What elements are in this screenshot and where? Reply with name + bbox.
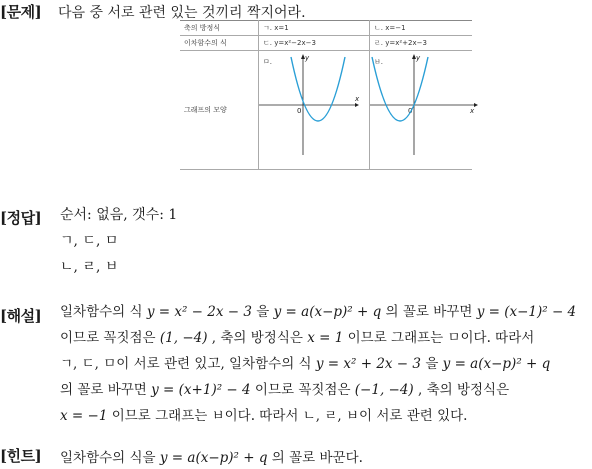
origin-label: 0 — [408, 107, 413, 115]
question-label: [문제] — [0, 3, 42, 21]
origin-label: 0 — [297, 107, 302, 115]
graph-1 — [259, 51, 369, 169]
graph-2-label: ㅂ. — [374, 58, 383, 66]
answer-line-2: ㄱ, ㄷ, ㅁ — [60, 233, 119, 249]
cell-axis-1: ㄱ. x=1 — [259, 21, 370, 36]
x-axis-label: x — [470, 107, 475, 115]
row-header-graph: 그래프의 모양 — [180, 51, 259, 170]
explanation-body — [60, 299, 576, 429]
row-header-axis: 축의 방정식 — [180, 21, 259, 36]
row-header-function: 이차함수의 식 — [180, 36, 259, 51]
graph-1-label: ㅁ. — [263, 58, 272, 66]
cell-axis-2: ㄴ. x=−1 — [370, 21, 473, 36]
explanation-line-4: 의 꼴로 바꾸면 y = (x+1)² − 4 이므로 꼭짓점은 (−1, −4) , 축의 방정식은 — [60, 382, 510, 398]
explanation-line-1: 일차함수의 식 y = x² − 2x − 3 을 y = a(x−p)² + q 의 꼴로 바꾸면 y = (x−1)² − 4 — [60, 304, 577, 320]
explanation-label: [해설] — [0, 307, 42, 325]
explanation-line-5: x = −1 이므로 그래프는 ㅂ이다. 따라서 ㄴ, ㄹ, ㅂ이 서로 관련 있다. — [60, 408, 468, 424]
explanation-line-3: ㄱ, ㄷ, ㅁ이 서로 관련 있고, 일차함수의 식 y = x² + 2x − 3 을 y = a(x−p)² + q — [60, 356, 551, 372]
hint-text: 일차함수의 식을 y = a(x−p)² + q 의 꼴로 바꾼다. — [60, 450, 363, 466]
y-axis-label: y — [305, 54, 310, 62]
parabola-graph-2 — [370, 51, 480, 169]
parabola-graph-1 — [259, 51, 361, 169]
question-text: 다음 중 서로 관련 있는 것끼리 짝지어라. — [58, 5, 306, 21]
cell-function-2: ㄹ. y=x²+2x−3 — [370, 36, 473, 51]
cell-function-1: ㄷ. y=x²−2x−3 — [259, 36, 370, 51]
answer-line-3: ㄴ, ㄹ, ㅂ — [60, 259, 119, 275]
answer-line-1: 순서: 없음, 갯수: 1 — [60, 207, 178, 223]
answer-body — [60, 202, 177, 280]
x-axis-arrow — [355, 103, 359, 107]
y-axis-label: y — [416, 54, 421, 62]
x-axis-arrow — [474, 103, 478, 107]
explanation-line-2: 이므로 꼭짓점은 (1, −4) , 축의 방정식은 x = 1 이므로 그래프는 ㅁ이다. 따라서 — [60, 330, 535, 346]
problem-table — [180, 20, 475, 170]
parabola-2 — [372, 57, 428, 121]
graph-2 — [370, 51, 475, 169]
hint-label: [힌트] — [0, 447, 42, 465]
answer-label: [정답] — [0, 209, 42, 227]
x-axis-label: x — [355, 95, 360, 103]
